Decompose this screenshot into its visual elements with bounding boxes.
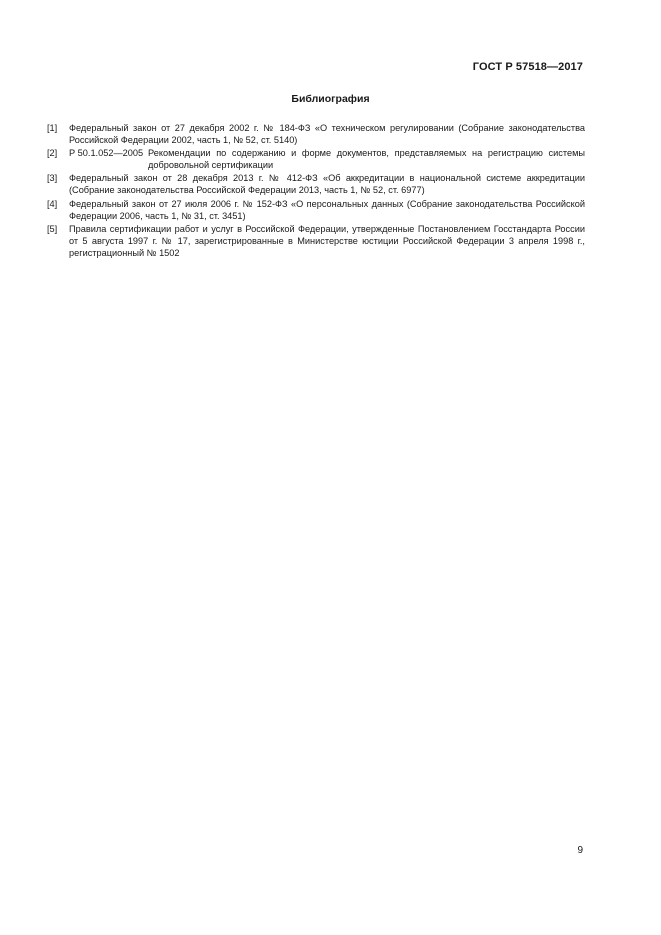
entry-text: Федеральный закон от 27 декабря 2002 г. № 184-ФЗ «О техническом регулировании (Собрание законодательства Российской Федерации 2002, часть 1, № 52, ст. 5140) (69, 123, 585, 146)
entry-number: [4] (47, 198, 58, 209)
entry-text: Правила сертификации работ и услуг в Российской Федерации, утвержденные Постановлением Госстандарта России от 5 августа 1997 г. № 17, зарегистрированные в Министерстве юстиции Российской Федерации 3 апреля 1998 г., регистрационный № 1502 (69, 223, 585, 258)
document-id: ГОСТ Р 57518—2017 (472, 61, 583, 73)
bibliography-entry-3 (47, 172, 585, 196)
entry-number: [3] (47, 173, 58, 184)
bibliography-list (47, 122, 585, 260)
entry-text: Федеральный закон от 28 декабря 2013 г. № 412-ФЗ «Об аккредитации в национальной системе аккредитации (Собрание законодательства Российской Федерации 2013, часть 1, № 52, ст. 6977) (69, 173, 585, 196)
entry-number: [2] (47, 148, 58, 159)
bibliography-entry-4 (47, 198, 585, 222)
bibliography-entry-2 (47, 147, 585, 171)
entry-text: Федеральный закон от 27 июля 2006 г. № 152-ФЗ «О персональных данных (Собрание законодательства Российской Федерации 2006, часть 1, № 31, ст. 3451) (69, 198, 585, 221)
entry-text: Рекомендации по содержанию и форме документов, представляемых на регистрацию системы добровольной сертификации (148, 148, 585, 171)
entry-number: [1] (47, 123, 58, 133)
bibliography-entry-5 (47, 223, 585, 259)
section-title: Библиография (291, 93, 370, 105)
entry-number: [5] (47, 223, 58, 234)
entry-code: Р 50.1.052—2005 (69, 148, 144, 159)
bibliography-entry-1 (47, 122, 585, 146)
page-number: 9 (577, 845, 583, 856)
